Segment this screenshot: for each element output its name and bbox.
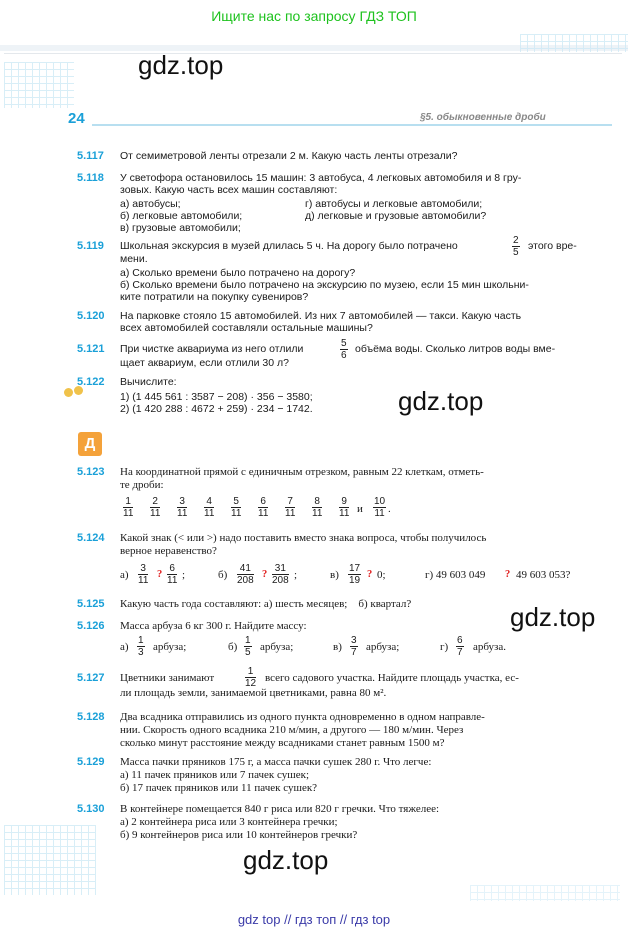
fraction: [340, 338, 348, 361]
denominator: 19: [349, 575, 361, 586]
denominator: 6: [341, 350, 347, 361]
value: 49 603 053?: [516, 569, 571, 581]
punctuation: .: [388, 503, 391, 515]
watermark: gdz.top: [398, 386, 484, 416]
option-g: г): [440, 641, 449, 653]
denominator: 208: [272, 575, 289, 586]
punctuation: ;: [182, 569, 186, 581]
numerator: 3: [177, 496, 187, 508]
question-b: ките потратили на покупку сувениров?: [120, 291, 309, 303]
fraction: [167, 563, 177, 586]
problem-text: В контейнере помещается 840 г риса или 820 г гречки. Что тяжелее:: [120, 803, 440, 815]
problem-text: Школьная экскурсия в музей длилась 5 ч. На дорогу было потрачено: [120, 240, 458, 252]
numerator: 3: [138, 563, 148, 575]
problem-number: 5.120: [77, 310, 105, 322]
option-b: б) 9 контейнеров риса или 10 контейнеров гречки?: [120, 829, 358, 841]
problem-number: 5.126: [77, 620, 105, 632]
fraction: [285, 496, 295, 519]
question-mark: ?: [505, 569, 511, 580]
numerator: 1: [245, 635, 251, 646]
fraction: [350, 635, 358, 658]
option-g: г) автобусы и легковые автомобили;: [305, 198, 483, 210]
fraction: [177, 496, 187, 519]
value: 0;: [377, 569, 386, 581]
word: арбуза;: [153, 641, 187, 653]
problem-number: 5.118: [77, 172, 104, 184]
numerator: 17: [349, 563, 361, 574]
option-a: а): [120, 641, 129, 653]
numerator: 41: [237, 563, 254, 575]
watermark: gdz.top: [243, 845, 329, 875]
numerator: 2: [150, 496, 160, 508]
problem-text: всего садового участка. Найдите площадь участка, ес-: [265, 672, 519, 684]
problem-text: Какой знак (< или >) надо поставить вместо знака вопроса, чтобы получилось: [120, 532, 487, 544]
watermark: gdz.top: [138, 50, 224, 80]
numerator: 6: [258, 496, 268, 508]
word: арбуза.: [473, 641, 507, 653]
denominator: 12: [245, 678, 257, 689]
option-a: а): [120, 569, 129, 581]
option-a: а) автобусы;: [120, 198, 181, 210]
problem-number: 5.119: [77, 240, 104, 252]
problem-text: этого вре-: [528, 240, 577, 252]
fraction: [272, 563, 289, 586]
decorative-grid: [4, 62, 74, 108]
problem-text: щает аквариум, если отлили 30 л?: [120, 357, 289, 369]
page-number: 24: [68, 110, 85, 127]
fraction: [244, 635, 252, 658]
fraction: [512, 235, 520, 258]
denominator: 7: [351, 647, 357, 658]
watermark: gdz.top: [510, 602, 596, 632]
problem-number: 5.124: [77, 532, 105, 544]
question-mark: ?: [157, 569, 163, 580]
punctuation: ;: [294, 569, 298, 581]
fraction: [245, 666, 256, 689]
fraction: [137, 635, 145, 658]
problem-number: 5.125: [77, 598, 105, 610]
denominator: 11: [258, 508, 269, 519]
problem-number: 5.130: [77, 803, 105, 815]
decorative-grid: [520, 34, 628, 52]
section-title: §5. обыкновенные дроби: [420, 112, 546, 123]
denominator: 11: [150, 508, 161, 519]
problem-text: сколько минут расстояние между всадниками станет равным 1500 м?: [120, 737, 445, 749]
decorative-grid: [4, 825, 96, 895]
option-g: г) 49 603 049: [425, 569, 486, 581]
problem-text: На парковке стояло 15 автомобилей. Из них 7 автомобилей — такси. Какую часть: [120, 310, 522, 322]
fraction: [123, 496, 133, 519]
question-a: а) Сколько времени было потрачено на дорогу?: [120, 267, 356, 279]
option-b: б): [218, 569, 228, 581]
option-v: в): [330, 569, 339, 581]
fraction: [348, 563, 361, 586]
problem-text: верное неравенство?: [120, 545, 217, 557]
numerator: 1: [245, 666, 256, 678]
denominator: 11: [312, 508, 323, 519]
problem-text: зовых. Какую часть всех машин составляют:: [120, 184, 338, 196]
denominator: 5: [245, 647, 251, 658]
problem-text: Два всадника отправились из одного пункта одновременно в одном направле-: [120, 711, 485, 723]
option-v: в) грузовые автомобили;: [120, 222, 241, 234]
word: арбуза;: [366, 641, 400, 653]
problem-text: те дроби:: [120, 479, 164, 491]
problem-text: При чистке аквариума из него отлили: [120, 343, 304, 355]
numerator: 31: [272, 563, 289, 575]
option-a: а) 2 контейнера риса или 3 контейнера гречки;: [120, 816, 338, 828]
numerator: 4: [204, 496, 214, 508]
fraction: [150, 496, 160, 519]
denominator: 3: [138, 647, 144, 658]
problem-text: мени.: [120, 253, 148, 265]
option-d: д) легковые и грузовые автомобили?: [305, 210, 487, 222]
problem-number: 5.121: [77, 343, 105, 355]
fraction: [231, 496, 241, 519]
fraction: [258, 496, 268, 519]
fraction: [138, 563, 148, 586]
conjunction: и: [357, 503, 363, 515]
problem-text: нии. Скорость одного всадника 210 м/мин, а другого — 180 м/мин. Через: [120, 724, 464, 736]
fraction: [373, 496, 386, 519]
problem-text: Масса арбуза 6 кг 300 г. Найдите массу:: [120, 620, 307, 632]
fraction: [339, 496, 349, 519]
denominator: 11: [138, 575, 149, 586]
denominator: 11: [285, 508, 296, 519]
problem-number: 5.129: [77, 756, 105, 768]
problem-number: 5.123: [77, 466, 105, 478]
denominator: 11: [204, 508, 215, 519]
question-b: б) Сколько времени было потрачено на экскурсию по музею, если 15 мин школьни-: [120, 279, 529, 291]
problem-text: ли площадь земли, занимаемой цветниками, равна 80 м².: [120, 687, 387, 699]
expression-1: 1) (1 445 561 : 3587 − 208) · 356 − 3580;: [120, 391, 313, 403]
question-mark: ?: [367, 569, 373, 580]
decorative-grid: [470, 885, 620, 901]
level-badge: Д: [78, 432, 102, 456]
fraction: [237, 563, 254, 586]
numerator: 5: [341, 338, 347, 349]
question-mark: ?: [262, 569, 268, 580]
option-b: б): [228, 641, 238, 653]
problem-text: Вычислите:: [120, 376, 177, 388]
word: арбуза;: [260, 641, 294, 653]
problem-text: всех автомобилей составляли остальные машины?: [120, 322, 373, 334]
numerator: 10: [374, 496, 386, 507]
section-rule: [92, 124, 612, 126]
numerator: 6: [167, 563, 177, 575]
problem-text: объёма воды. Сколько литров воды вме-: [355, 343, 556, 355]
problem-text: Цветники занимают: [120, 672, 215, 684]
denominator: 5: [513, 247, 519, 258]
fraction: [204, 496, 214, 519]
denominator: 208: [237, 575, 254, 586]
problem-number: 5.128: [77, 711, 105, 723]
problem-text: Масса пачки пряников 175 г, а масса пачки сушек 280 г. Что легче:: [120, 756, 432, 768]
numerator: 2: [513, 235, 519, 246]
problem-text: От семиметровой ленты отрезали 2 м. Какую часть ленты отрезали?: [120, 150, 458, 162]
footer-links[interactable]: gdz top // гдз топ // гдз top: [237, 912, 391, 927]
denominator: 11: [167, 575, 178, 586]
expression-2: 2) (1 420 288 : 4672 + 259) · 234 − 1742.: [120, 403, 313, 415]
fraction: [312, 496, 322, 519]
problem-number: 5.117: [77, 150, 104, 162]
denominator: 7: [457, 647, 463, 658]
denominator: 11: [123, 508, 134, 519]
problem-number: 5.122: [77, 376, 105, 388]
option-b: б) 17 пачек пряников или 11 пачек сушек?: [120, 782, 318, 794]
numerator: 8: [312, 496, 322, 508]
numerator: 1: [138, 635, 144, 646]
option-a: а) 11 пачек пряников или 7 пачек сушек;: [120, 769, 310, 781]
problem-text: У светофора остановилось 15 машин: 3 автобуса, 4 легковых автомобиля и 8 гру-: [120, 172, 522, 184]
problem-text: На координатной прямой с единичным отрезком, равным 22 клеткам, отметь-: [120, 466, 484, 478]
denominator: 11: [231, 508, 242, 519]
fraction: [456, 635, 464, 658]
numerator: 1: [123, 496, 133, 508]
denominator: 11: [177, 508, 188, 519]
problem-text: Какую часть года составляют: а) шесть месяцев; б) квартал?: [120, 598, 412, 610]
denominator: 11: [374, 508, 385, 519]
numerator: 6: [457, 635, 463, 646]
numerator: 3: [351, 635, 357, 646]
denominator: 11: [339, 508, 350, 519]
option-v: в): [333, 641, 342, 653]
numerator: 9: [339, 496, 349, 508]
numerator: 7: [285, 496, 295, 508]
problem-number: 5.127: [77, 672, 105, 684]
search-banner[interactable]: Ищите нас по запросу ГДЗ ТОП: [211, 8, 417, 24]
numerator: 5: [231, 496, 241, 508]
option-b: б) легковые автомобили;: [120, 210, 243, 222]
